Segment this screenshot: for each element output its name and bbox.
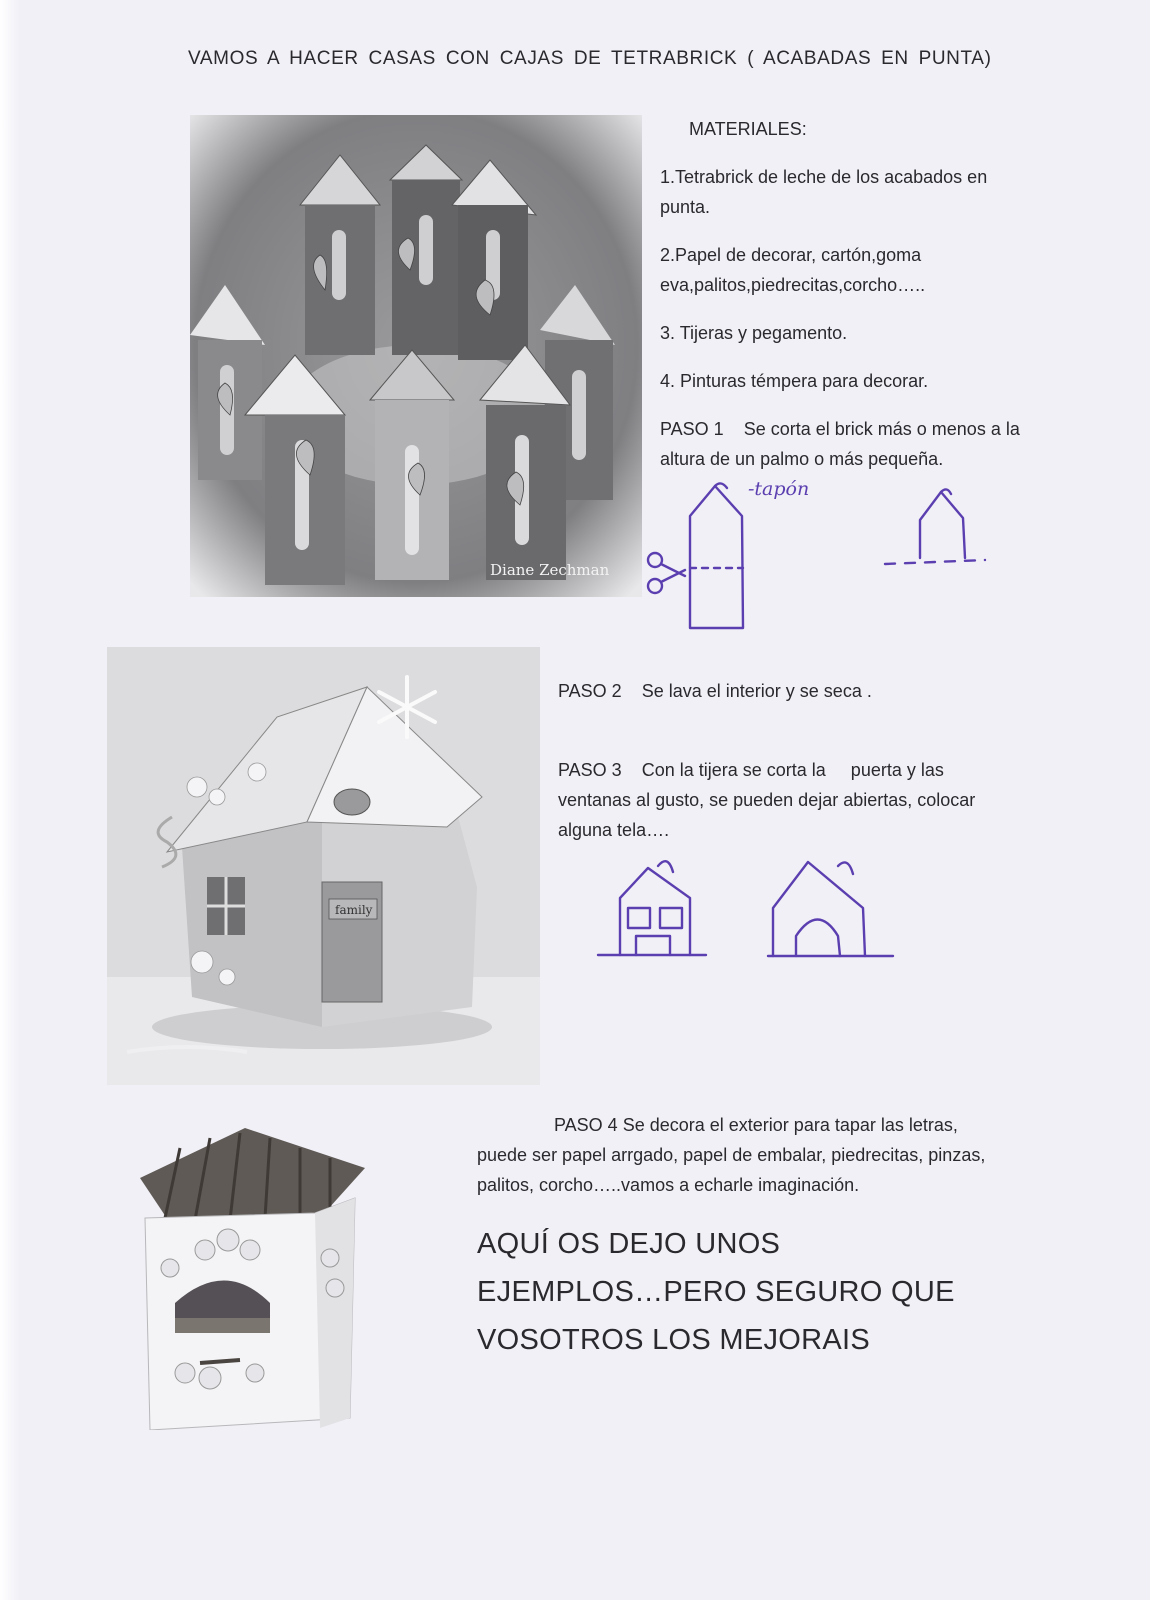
step-4 (477, 1110, 1007, 1200)
materials-item-4: 4. Pinturas témpera para decorar. (660, 371, 929, 391)
step-3 (558, 755, 1008, 845)
sketch-cap-label: -tapón (748, 478, 810, 500)
step-4-label: PASO 4 (554, 1115, 618, 1135)
photo-carton-houses-group (190, 115, 642, 597)
photo2-family-label: family (335, 903, 373, 917)
closing-message (477, 1220, 955, 1364)
document-title: VAMOS A HACER CASAS CON CAJAS DE TETRABRICK ( ACABADAS EN PUNTA) (188, 48, 992, 69)
photo1-credit: Diane Zechman (490, 561, 610, 579)
step-1 (660, 414, 1020, 474)
closing-line-3: VOSOTROS LOS MEJORAIS (477, 1324, 871, 1356)
materials-item-2: 2.Papel de decorar, cartón,goma eva,palitos,piedrecitas,corcho….. (660, 245, 926, 295)
page-edge (0, 0, 20, 1600)
step-3-label: PASO 3 (558, 760, 622, 780)
sketch-windows-door (598, 858, 898, 968)
photo-decorated-house (107, 647, 540, 1085)
photo-birdfeeder-house (120, 1128, 370, 1430)
step-2-text: Se lava el interior y se seca . (641, 681, 872, 701)
materials-heading: MATERIALES: (689, 119, 807, 139)
step-3-text: Con la tijera se corta la puerta y las ventanas al gusto, se pueden dejar abiertas, colocar alguna tela…. (558, 760, 981, 840)
materials-item-3: 3. Tijeras y pegamento. (660, 323, 848, 343)
step-1-label: PASO 1 (660, 419, 724, 439)
step-4-text: Se decora el exterior para tapar las letras, puede ser papel arrgado, papel de embalar, piedrecitas, pinzas, palitos, corcho…..vamos a echarle imaginación. (477, 1115, 986, 1195)
closing-line-2: EJEMPLOS…PERO SEGURO QUE (477, 1276, 955, 1308)
materials-item-1: 1.Tetrabrick de leche de los acabados en punta. (660, 167, 988, 217)
step-1-text: Se corta el brick más o menos a la altura de un palmo o más pequeña. (660, 419, 1020, 469)
closing-line-1: AQUÍ OS DEJO UNOS (477, 1228, 781, 1260)
step-2-label: PASO 2 (558, 681, 622, 701)
sketch-carton-cut (645, 478, 1015, 628)
step-2 (558, 676, 1118, 706)
